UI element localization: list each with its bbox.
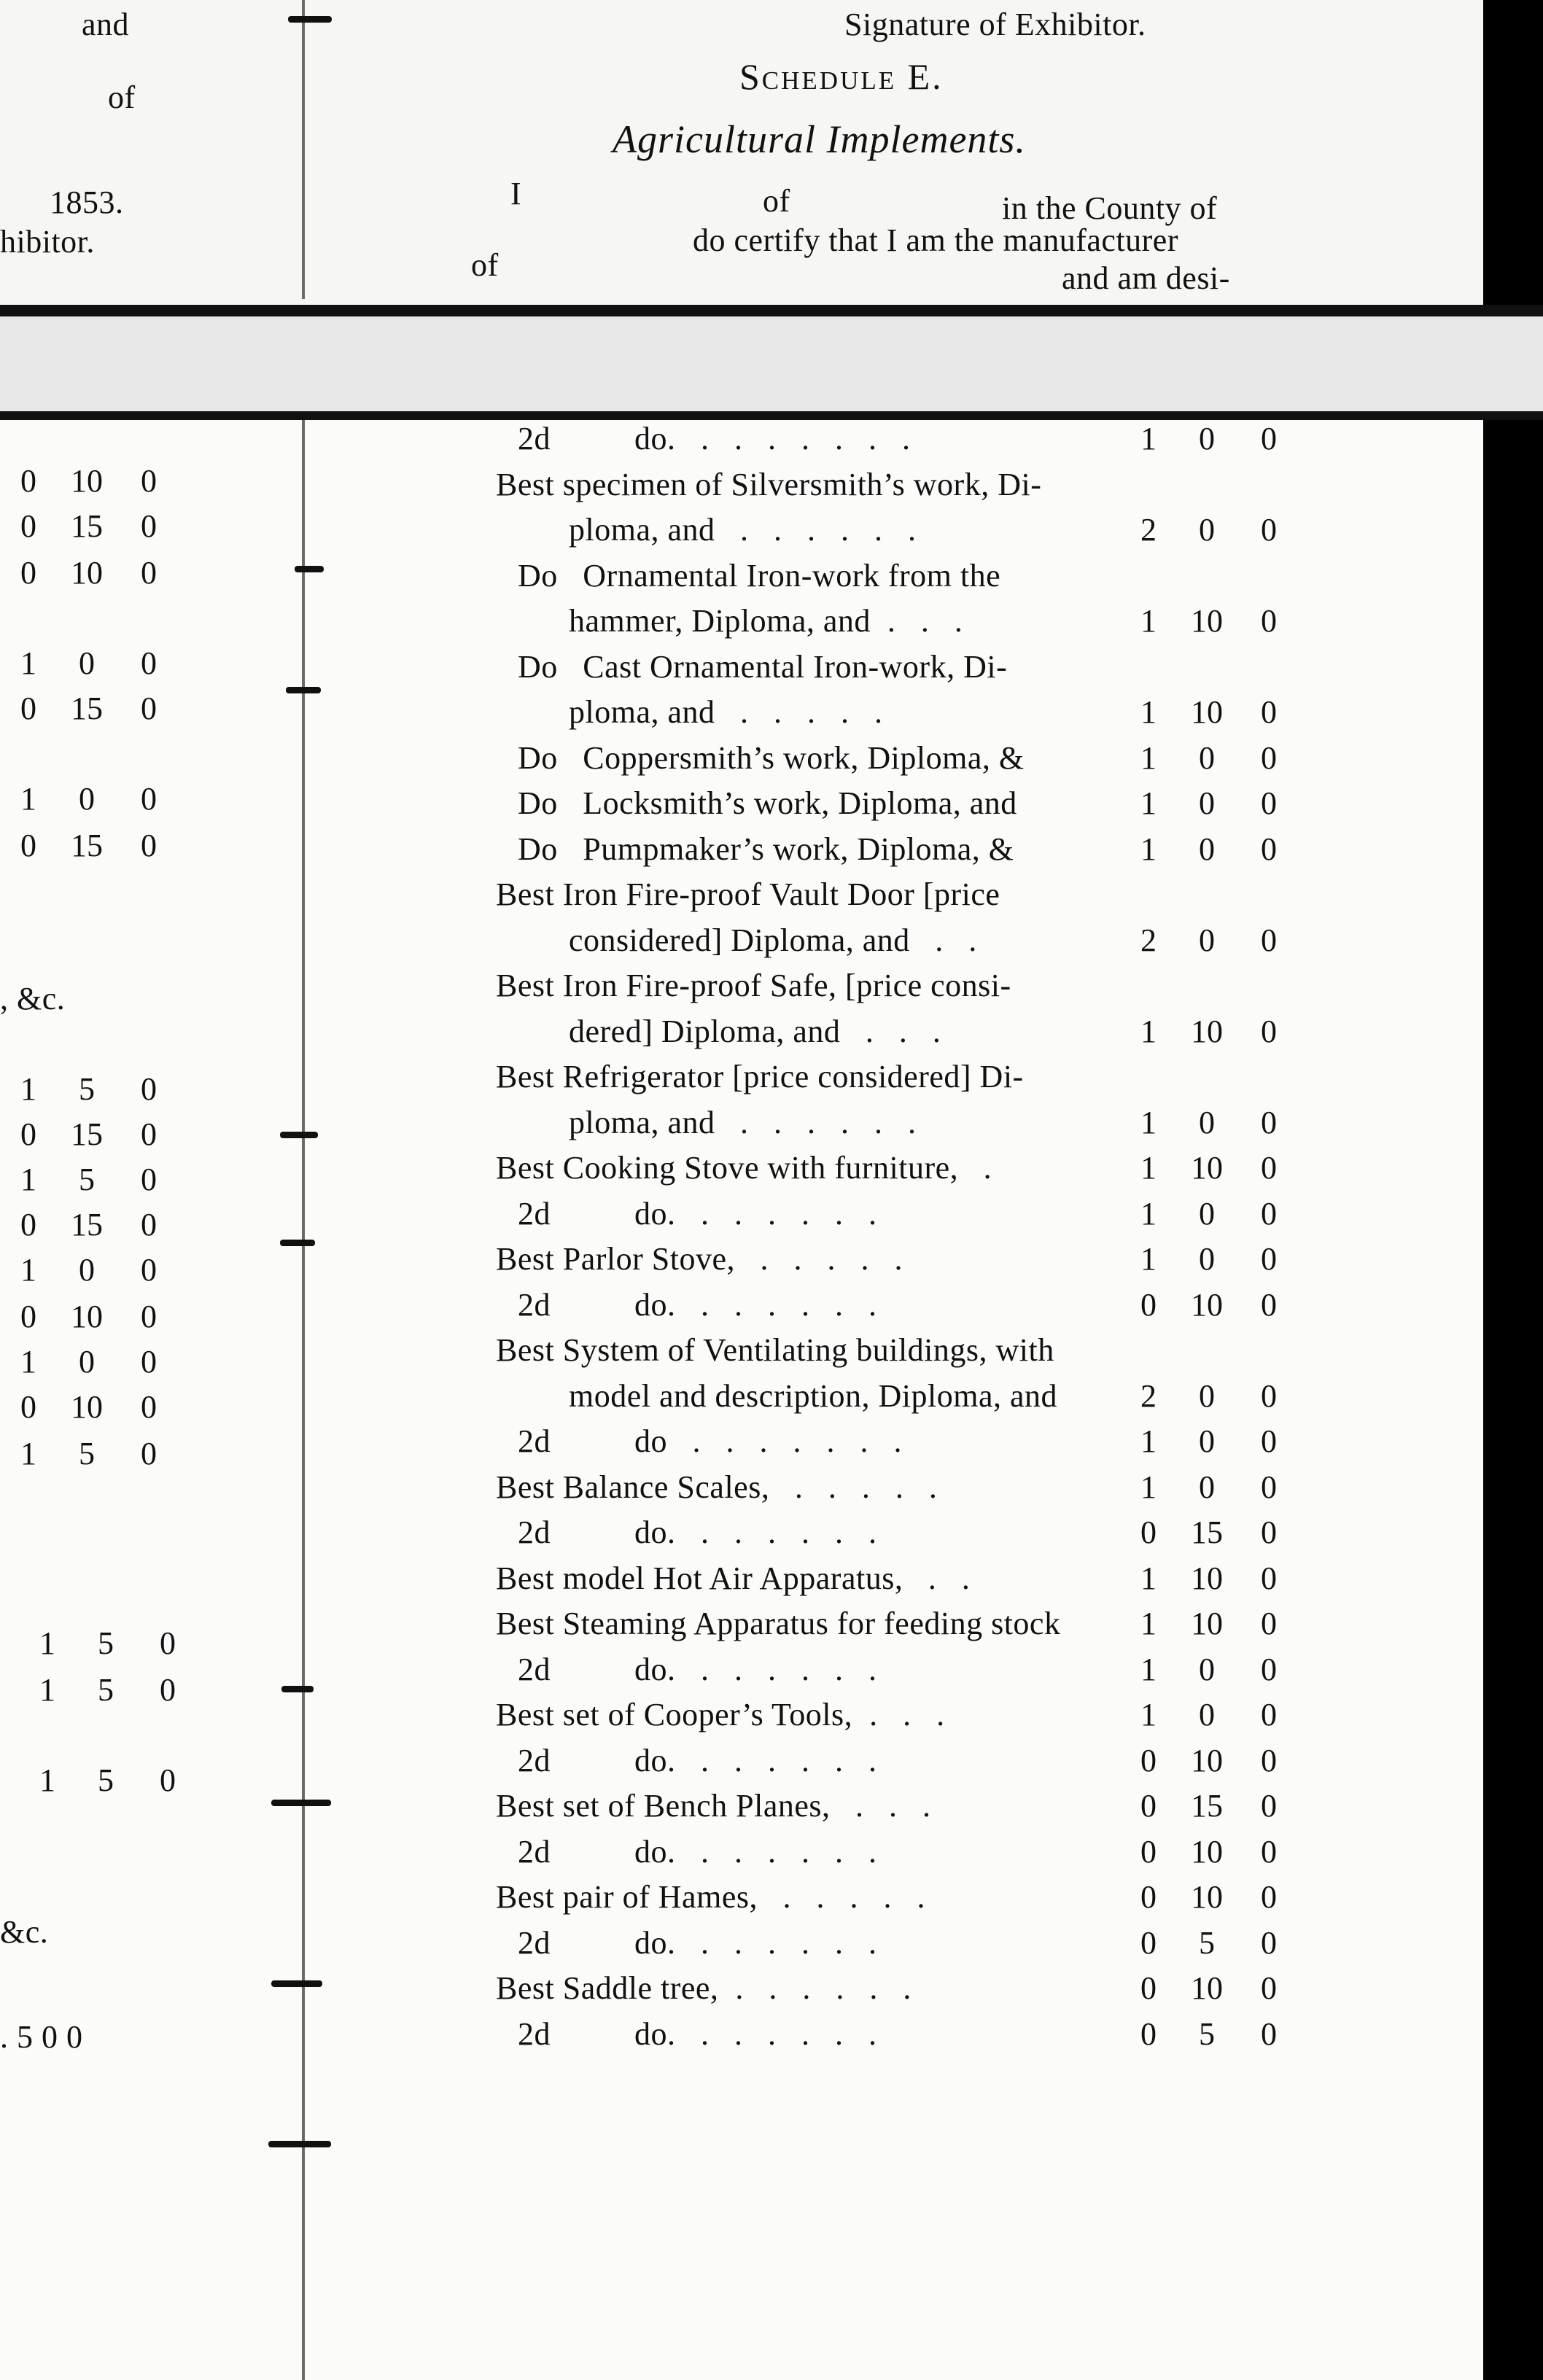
shillings-value: 0	[1199, 1651, 1215, 1687]
amount-pounds-shillings-pence	[10, 645, 171, 682]
amount-pounds-shillings-pence	[29, 1671, 190, 1708]
shillings-value: 15	[71, 1116, 103, 1152]
shillings-value: 0	[79, 781, 95, 817]
pence-value: 0	[1261, 785, 1277, 821]
shillings-value: 15	[1191, 1514, 1223, 1550]
pence-value: 0	[1261, 1150, 1277, 1186]
shillings-value: 15	[71, 691, 103, 726]
pounds-value: 0	[1140, 1514, 1157, 1550]
premium-entry-text: Do Coppersmith’s work, Diploma, &	[518, 739, 1025, 776]
shillings-value: 10	[71, 1389, 103, 1425]
left-etc-text: &c.	[0, 1914, 49, 1950]
pence-value: 0	[141, 1162, 157, 1197]
shillings-value: 0	[1199, 1377, 1215, 1414]
premium-entry-text: Best model Hot Air Apparatus, . .	[496, 1560, 971, 1596]
pounds-value: 0	[1140, 1286, 1157, 1323]
shillings-value: 5	[1199, 1924, 1215, 1961]
binding-stitch-mark	[288, 16, 332, 23]
amount-pounds-shillings-pence	[10, 780, 171, 817]
pence-value: 0	[141, 1389, 157, 1425]
amount-pounds-shillings-pence	[10, 1251, 171, 1288]
amount-pounds-shillings-pence	[10, 508, 171, 545]
binding-stitch-mark	[295, 566, 324, 572]
pounds-value: 1	[1140, 603, 1157, 639]
pounds-value: 0	[1140, 1970, 1157, 2006]
premium-entry-text: 2d do . . . . . . .	[518, 1423, 902, 1459]
amount-pounds-shillings-pence	[1130, 1833, 1291, 1870]
shillings-value: 0	[79, 1344, 95, 1380]
amount-pounds-shillings-pence	[1130, 1742, 1291, 1779]
premium-entry-text: ploma, and . . . . . .	[569, 512, 917, 548]
certificate-text: and am desi-	[1062, 260, 1230, 296]
premium-entry-text: Best set of Cooper’s Tools, . . .	[496, 1697, 945, 1732]
amount-pounds-shillings-pence	[1130, 693, 1291, 731]
shillings-value: 10	[1191, 603, 1223, 639]
shillings-value: 5	[79, 1162, 95, 1197]
shillings-value: 0	[1199, 1697, 1215, 1732]
pounds-value: 0	[1140, 1924, 1157, 1961]
certificate-text: of	[471, 247, 499, 283]
pence-value: 0	[1261, 1742, 1277, 1778]
shillings-value: 10	[1191, 694, 1223, 730]
shillings-value: 0	[1199, 1104, 1215, 1140]
pounds-value: 0	[1140, 1788, 1157, 1824]
shillings-value: 15	[1191, 1788, 1223, 1824]
binding-stitch-mark	[280, 1132, 318, 1138]
left-column-fragment: 1853.	[50, 184, 124, 220]
pounds-value: 2	[1140, 922, 1157, 958]
pence-value: 0	[1261, 1377, 1277, 1414]
certificate-text: of	[763, 183, 790, 219]
pounds-value: 1	[1140, 1606, 1157, 1641]
premium-entry-text: 2d do. . . . . . .	[518, 1742, 877, 1778]
pence-value: 0	[1261, 421, 1277, 456]
premium-entry-text: Best Balance Scales, . . . . .	[496, 1469, 938, 1505]
shillings-value: 10	[1191, 1150, 1223, 1186]
pence-value: 0	[1261, 922, 1277, 958]
shillings-value: 0	[79, 645, 95, 681]
pence-value: 0	[1261, 1469, 1277, 1505]
premium-entry-text: 2d do. . . . . . . .	[518, 421, 911, 456]
schedule-title: Schedule E.	[739, 56, 944, 97]
amount-pounds-shillings-pence	[1130, 1787, 1291, 1824]
shillings-value: 0	[1199, 1241, 1215, 1277]
shillings-value: 10	[1191, 1013, 1223, 1049]
amount-pounds-shillings-pence	[1130, 1651, 1291, 1688]
bottom-page-scan	[0, 411, 1543, 2380]
amount-pounds-shillings-pence	[29, 1625, 190, 1662]
amount-pounds-shillings-pence	[1130, 1605, 1291, 1642]
pence-value: 0	[141, 555, 157, 591]
premium-entry-text: dered] Diploma, and . . .	[569, 1013, 941, 1049]
pence-value: 0	[141, 1116, 157, 1152]
pounds-value: 0	[20, 555, 36, 591]
pounds-value: 1	[1140, 694, 1157, 730]
amount-pounds-shillings-pence	[10, 1070, 171, 1108]
amount-pounds-shillings-pence	[1130, 420, 1291, 457]
pounds-value: 1	[1140, 1423, 1157, 1459]
pounds-value: 1	[1140, 1651, 1157, 1687]
shillings-value: 10	[1191, 1560, 1223, 1596]
premium-entry-text: 2d do. . . . . . .	[518, 2015, 877, 2052]
pence-value: 0	[160, 1762, 176, 1798]
premium-entry-text: Best pair of Hames, . . . . .	[496, 1879, 925, 1915]
binding-gutter	[302, 0, 305, 299]
shillings-value: 10	[1191, 1833, 1223, 1870]
section-heading: Agricultural Implements.	[613, 117, 1026, 161]
amount-pounds-shillings-pence	[1130, 922, 1291, 959]
amount-pounds-shillings-pence	[1130, 831, 1291, 868]
binding-stitch-mark	[271, 1980, 322, 1987]
premium-entry-text: Do Locksmith’s work, Diploma, and	[518, 785, 1017, 821]
binding-gutter	[302, 411, 305, 2380]
pence-value: 0	[1261, 1195, 1277, 1232]
amount-pounds-shillings-pence	[1130, 1149, 1291, 1186]
pence-value: 0	[1261, 1651, 1277, 1687]
pence-value: 0	[141, 1207, 157, 1242]
pence-value: 0	[1261, 831, 1277, 867]
premium-entry-text: 2d do. . . . . . .	[518, 1651, 877, 1687]
pence-value: 0	[1261, 512, 1277, 548]
pounds-value: 1	[1140, 1241, 1157, 1277]
amount-pounds-shillings-pence	[1130, 1423, 1291, 1460]
shillings-value: 0	[1199, 1469, 1215, 1505]
pounds-value: 1	[1140, 421, 1157, 456]
signature-line: Signature of Exhibitor.	[844, 7, 1146, 42]
premium-entry-text: considered] Diploma, and . .	[569, 922, 977, 958]
pounds-value: 1	[1140, 1469, 1157, 1505]
pence-value: 0	[141, 1344, 157, 1380]
premium-entry-text: Best System of Ventilating buildings, with	[496, 1332, 1054, 1368]
shillings-value: 0	[79, 1252, 95, 1288]
top-page-scan	[0, 0, 1543, 306]
pounds-value: 1	[39, 1672, 55, 1708]
pounds-value: 0	[20, 508, 36, 544]
amount-pounds-shillings-pence	[10, 1116, 171, 1153]
pence-value: 0	[141, 1071, 157, 1107]
pounds-value: 0	[20, 1116, 36, 1152]
pounds-value: 1	[1140, 831, 1157, 867]
pence-value: 0	[1261, 694, 1277, 730]
amount-pounds-shillings-pence	[10, 827, 171, 864]
pounds-value: 1	[20, 1162, 36, 1197]
pence-value: 0	[141, 828, 157, 863]
pounds-value: 1	[1140, 785, 1157, 821]
pence-value: 0	[160, 1672, 176, 1708]
amount-pounds-shillings-pence	[1130, 2015, 1291, 2053]
amount-pounds-shillings-pence	[10, 462, 171, 499]
pounds-value: 1	[1140, 1013, 1157, 1049]
pounds-value: 1	[20, 1344, 36, 1380]
amount-pounds-shillings-pence	[1130, 1469, 1291, 1506]
pence-value: 0	[1261, 1560, 1277, 1596]
premium-entry-text: 2d do. . . . . . .	[518, 1514, 877, 1550]
pence-value: 0	[141, 1299, 157, 1334]
amount-pounds-shillings-pence	[10, 554, 171, 591]
shillings-value: 10	[1191, 1970, 1223, 2006]
amount-pounds-shillings-pence	[1130, 1104, 1291, 1141]
pounds-value: 0	[20, 1299, 36, 1334]
pounds-value: 1	[20, 781, 36, 817]
shillings-value: 15	[71, 828, 103, 863]
premium-entry-text: Do Ornamental Iron-work from the	[518, 557, 1001, 594]
premium-entry-text: Best Saddle tree, . . . . . .	[496, 1970, 912, 2006]
shillings-value: 0	[1199, 1195, 1215, 1232]
pence-value: 0	[141, 645, 157, 681]
amount-pounds-shillings-pence	[1130, 1013, 1291, 1050]
pence-value: 0	[1261, 1423, 1277, 1459]
amount-pounds-shillings-pence	[10, 1343, 171, 1380]
amount-pounds-shillings-pence	[1130, 1560, 1291, 1597]
amount-pounds-shillings-pence	[1130, 1514, 1291, 1551]
pence-value: 0	[1261, 2015, 1277, 2052]
pounds-value: 0	[20, 691, 36, 726]
pounds-value: 0	[20, 828, 36, 863]
shillings-value: 0	[1199, 1423, 1215, 1459]
pence-value: 0	[1261, 1788, 1277, 1824]
pounds-value: 1	[1140, 1104, 1157, 1140]
pence-value: 0	[141, 508, 157, 544]
pounds-value: 0	[1140, 1879, 1157, 1915]
pence-value: 0	[141, 1436, 157, 1471]
premium-entry-text: ploma, and . . . . . .	[569, 1104, 917, 1140]
certificate-text: I	[510, 176, 522, 211]
premium-entry-text: Best specimen of Silversmith’s work, Di-	[496, 466, 1042, 502]
pence-value: 0	[1261, 1514, 1277, 1550]
shillings-value: 0	[1199, 922, 1215, 958]
pounds-value: 1	[39, 1762, 55, 1798]
amount-pounds-shillings-pence	[1130, 1696, 1291, 1733]
premium-entry-text: Best Parlor Stove, . . . . .	[496, 1241, 903, 1277]
pence-value: 0	[1261, 739, 1277, 776]
premium-entry-text: model and description, Diploma, and	[569, 1377, 1058, 1414]
amount-pounds-shillings-pence	[1130, 785, 1291, 822]
shillings-value: 10	[1191, 1742, 1223, 1778]
shillings-value: 10	[1191, 1606, 1223, 1641]
pence-value: 0	[1261, 1879, 1277, 1915]
scan-edge-shadow	[1483, 0, 1543, 306]
pence-value: 0	[1261, 1924, 1277, 1961]
premium-entry-text: hammer, Diploma, and . . .	[569, 603, 963, 639]
amount-pounds-shillings-pence	[10, 1206, 171, 1243]
binding-stitch-mark	[268, 2141, 331, 2147]
amount-pounds-shillings-pence	[1130, 739, 1291, 777]
shillings-value: 10	[71, 463, 103, 499]
shillings-value: 15	[71, 508, 103, 544]
amount-pounds-shillings-pence	[10, 690, 171, 727]
left-column-fragment: hibitor.	[0, 224, 95, 260]
pence-value: 0	[1261, 1606, 1277, 1641]
premium-entry-text: 2d do. . . . . . .	[518, 1833, 877, 1870]
binding-stitch-mark	[286, 687, 321, 693]
premium-entry-text: Best Iron Fire-proof Vault Door [price	[496, 876, 1000, 912]
pounds-value: 1	[39, 1625, 55, 1661]
pounds-value: 0	[1140, 1742, 1157, 1778]
shillings-value: 10	[71, 1299, 103, 1334]
amount-pounds-shillings-pence	[1130, 511, 1291, 548]
amount-pounds-shillings-pence	[10, 1298, 171, 1335]
amount-pounds-shillings-pence	[1130, 1195, 1291, 1232]
premium-entry-text: 2d do. . . . . . .	[518, 1924, 877, 1961]
amount-pounds-shillings-pence	[1130, 1240, 1291, 1278]
pounds-value: 0	[20, 463, 36, 499]
shillings-value: 5	[79, 1436, 95, 1471]
amount-pounds-shillings-pence	[10, 1435, 171, 1472]
amount-pounds-shillings-pence	[1130, 602, 1291, 639]
pounds-value: 1	[1140, 1150, 1157, 1186]
certificate-text: in the County of	[1002, 190, 1218, 226]
pounds-value: 2	[1140, 512, 1157, 548]
left-amount: . 5 0 0	[0, 2019, 83, 2055]
amount-pounds-shillings-pence	[10, 1388, 171, 1426]
premium-entry-text: 2d do. . . . . . .	[518, 1195, 877, 1232]
binding-stitch-mark	[280, 1240, 315, 1246]
pounds-value: 1	[1140, 1560, 1157, 1596]
left-etc-text: , &c.	[0, 981, 66, 1016]
pence-value: 0	[1261, 1970, 1277, 2006]
premium-entry-text: Best set of Bench Planes, . . .	[496, 1788, 931, 1824]
premium-entry-text: Do Cast Ornamental Iron-work, Di-	[518, 648, 1008, 685]
pence-value: 0	[141, 691, 157, 726]
premium-entry-text: ploma, and . . . . .	[569, 694, 883, 730]
pounds-value: 1	[20, 1252, 36, 1288]
shillings-value: 0	[1199, 512, 1215, 548]
amount-pounds-shillings-pence	[1130, 1924, 1291, 1961]
shillings-value: 5	[1199, 2015, 1215, 2052]
pounds-value: 1	[1140, 739, 1157, 776]
left-column-fragment: of	[108, 79, 136, 115]
pence-value: 0	[1261, 1833, 1277, 1870]
pounds-value: 1	[20, 645, 36, 681]
shillings-value: 0	[1199, 421, 1215, 456]
premium-entry-text: Best Cooking Stove with furniture, .	[496, 1150, 992, 1186]
shillings-value: 5	[98, 1762, 114, 1798]
pounds-value: 2	[1140, 1377, 1157, 1414]
pence-value: 0	[1261, 1241, 1277, 1277]
pounds-value: 1	[20, 1071, 36, 1107]
shillings-value: 5	[98, 1625, 114, 1661]
pence-value: 0	[160, 1625, 176, 1661]
amount-pounds-shillings-pence	[1130, 1969, 1291, 2007]
shillings-value: 5	[79, 1071, 95, 1107]
shillings-value: 0	[1199, 831, 1215, 867]
pounds-value: 0	[1140, 1833, 1157, 1870]
shillings-value: 10	[71, 555, 103, 591]
binding-stitch-mark	[271, 1800, 331, 1806]
pence-value: 0	[1261, 1013, 1277, 1049]
pounds-value: 1	[1140, 1195, 1157, 1232]
pounds-value: 1	[1140, 1697, 1157, 1732]
pounds-value: 0	[1140, 2015, 1157, 2052]
amount-pounds-shillings-pence	[1130, 1377, 1291, 1415]
scan-border	[0, 411, 1543, 420]
pounds-value: 0	[20, 1207, 36, 1242]
premium-entry-text: Best Refrigerator [price considered] Di-	[496, 1059, 1024, 1094]
pounds-value: 1	[20, 1436, 36, 1471]
shillings-value: 0	[1199, 739, 1215, 776]
pence-value: 0	[141, 1252, 157, 1288]
premium-entry-text: Best Iron Fire-proof Safe, [price consi-	[496, 968, 1011, 1003]
scan-edge-shadow	[1483, 420, 1543, 2380]
viewer-gap	[0, 316, 1543, 411]
shillings-value: 5	[98, 1672, 114, 1708]
binding-stitch-mark	[281, 1686, 314, 1692]
shillings-value: 10	[1191, 1879, 1223, 1915]
shillings-value: 10	[1191, 1286, 1223, 1323]
shillings-value: 0	[1199, 785, 1215, 821]
pence-value: 0	[141, 781, 157, 817]
premium-entry-text: Best Steaming Apparatus for feeding stock	[496, 1606, 1061, 1641]
pence-value: 0	[1261, 1697, 1277, 1732]
amount-pounds-shillings-pence	[10, 1161, 171, 1198]
pence-value: 0	[1261, 1286, 1277, 1323]
amount-pounds-shillings-pence	[1130, 1286, 1291, 1323]
pence-value: 0	[1261, 1104, 1277, 1140]
shillings-value: 15	[71, 1207, 103, 1242]
pence-value: 0	[1261, 603, 1277, 639]
scan-border	[0, 305, 1543, 316]
certificate-text: do certify that I am the manufacturer	[693, 222, 1178, 258]
premium-entry-text: Do Pumpmaker’s work, Diploma, &	[518, 831, 1014, 867]
left-column-fragment: and	[82, 7, 130, 42]
pounds-value: 0	[20, 1389, 36, 1425]
pence-value: 0	[141, 463, 157, 499]
amount-pounds-shillings-pence	[1130, 1878, 1291, 1916]
amount-pounds-shillings-pence	[29, 1762, 190, 1799]
premium-entry-text: 2d do. . . . . . .	[518, 1286, 877, 1323]
